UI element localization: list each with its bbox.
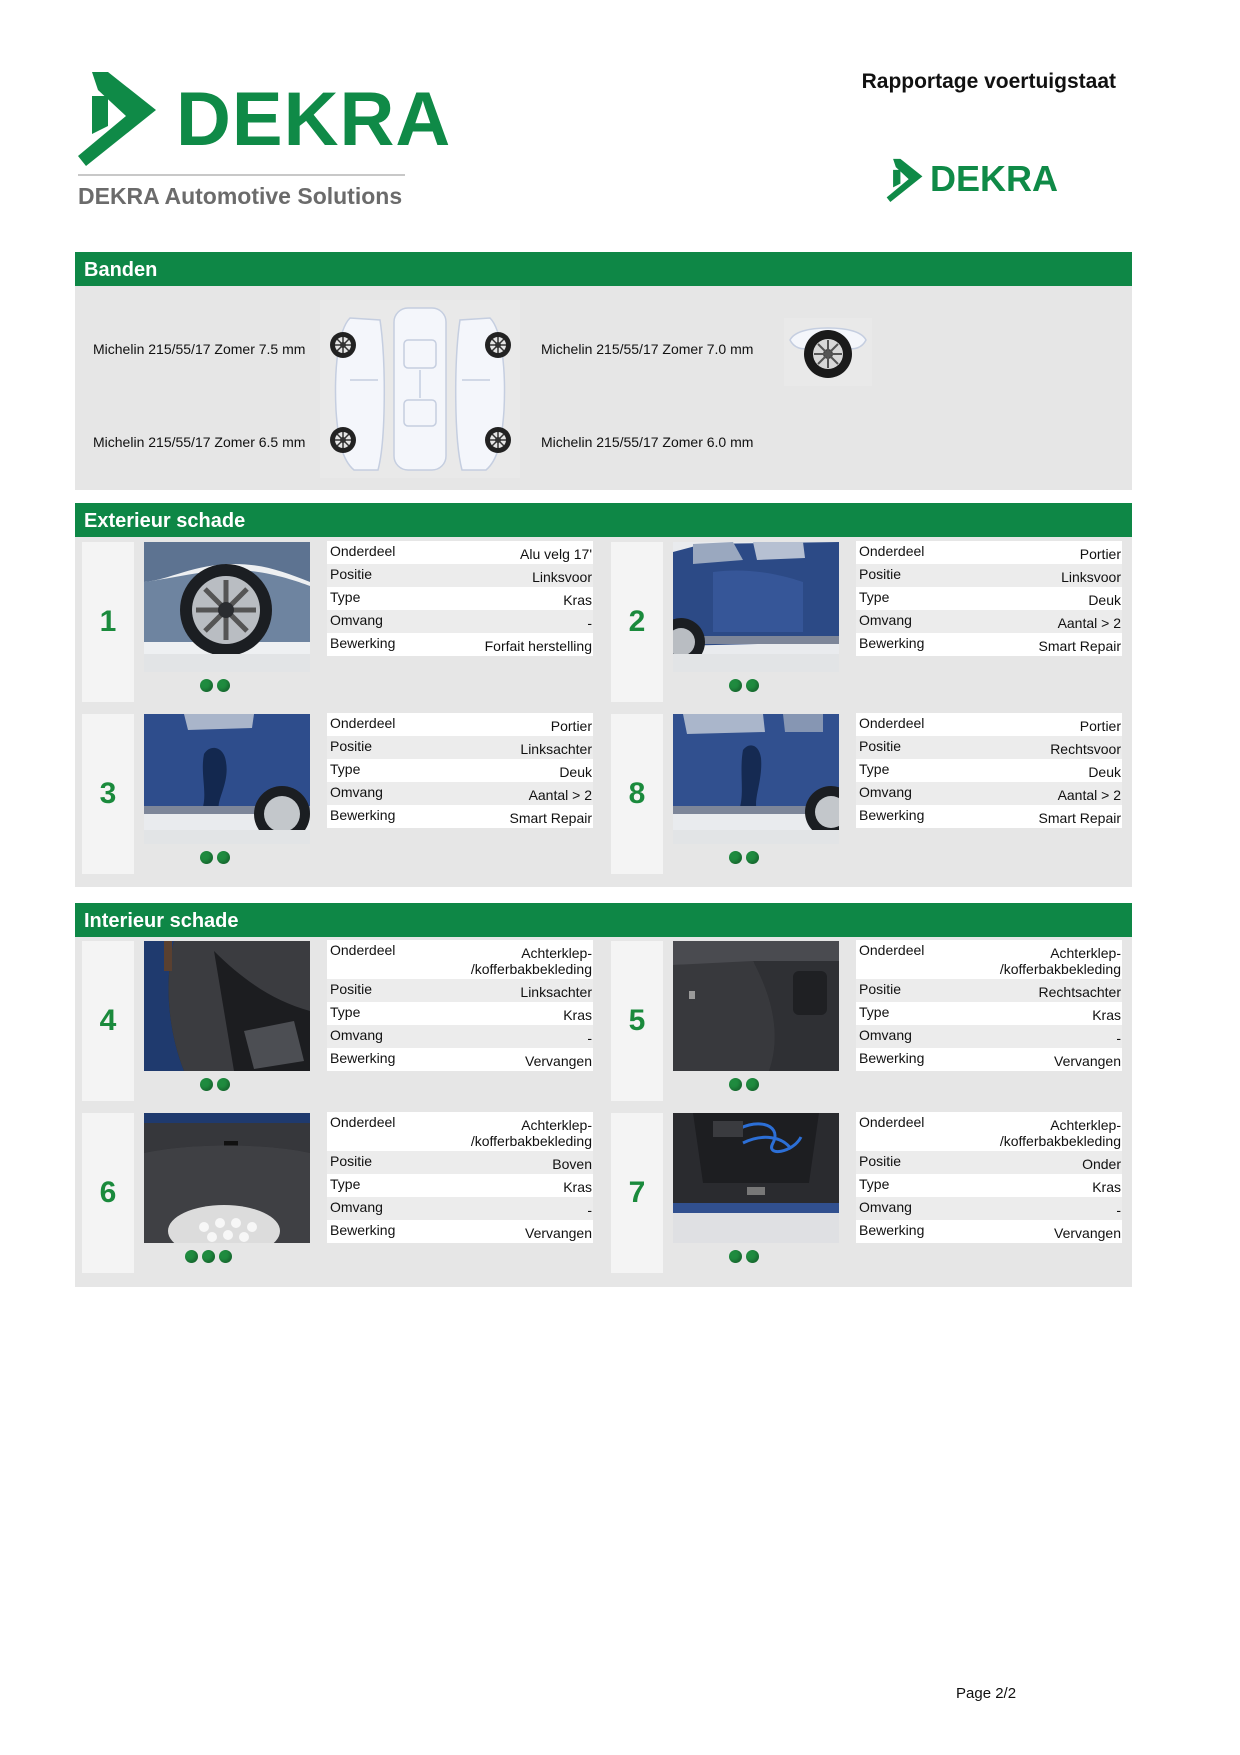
pager-dot[interactable] [200, 851, 213, 864]
row-type: Type Kras [856, 1174, 1122, 1197]
row-bewerking: Bewerking Vervangen [856, 1220, 1122, 1243]
dekra-arrow-icon [78, 70, 158, 166]
pager-dot[interactable] [219, 1250, 232, 1263]
logo-wordmark: DEKRA [176, 77, 452, 162]
spare-wheel-icon [784, 318, 872, 386]
damage-number: 8 [611, 714, 663, 874]
row-bewerking: Bewerking Vervangen [327, 1220, 593, 1243]
row-omvang: Omvang Aantal > 2 [856, 610, 1122, 633]
photo-pager[interactable] [200, 851, 230, 865]
row-omvang: Omvang - [327, 1025, 593, 1048]
row-bewerking: Bewerking Smart Repair [856, 633, 1122, 656]
section-title-exterieur: Exterieur schade [75, 503, 1132, 537]
dekra-small-logo [886, 158, 1059, 204]
wheel-rear-right-icon [484, 426, 512, 454]
wheel-front-left-icon [329, 331, 357, 359]
row-positie: Positie Boven [327, 1151, 593, 1174]
damage-number: 4 [82, 941, 134, 1101]
pager-dot[interactable] [185, 1250, 198, 1263]
row-positie: Positie Linksachter [327, 736, 593, 759]
banden-panel [75, 286, 1132, 490]
row-positie: Positie Linksachter [327, 979, 593, 1002]
damage-photo-trunk[interactable] [144, 941, 310, 1071]
page-number: Page 2/2 [956, 1685, 1017, 1702]
damage-number: 2 [611, 542, 663, 702]
damage-number: 5 [611, 941, 663, 1101]
row-onderdeel: Onderdeel Portier [327, 713, 593, 736]
row-bewerking: Bewerking Forfait herstelling [327, 633, 593, 656]
section-title-banden: Banden [75, 252, 1132, 286]
row-positie: Positie Rechtsachter [856, 979, 1122, 1002]
row-positie: Positie Linksvoor [856, 564, 1122, 587]
tyre-front-right-label: Michelin 215/55/17 Zomer 7.0 mm [541, 341, 754, 357]
photo-pager[interactable] [729, 679, 759, 693]
damage-photo-door[interactable] [673, 542, 839, 672]
damage-details-table [327, 1112, 593, 1243]
damage-number: 1 [82, 542, 134, 702]
damage-details-table [856, 541, 1122, 656]
damage-details-table [856, 940, 1122, 1071]
row-type: Type Kras [327, 1002, 593, 1025]
photo-pager[interactable] [200, 1078, 230, 1092]
damage-number: 7 [611, 1113, 663, 1273]
row-onderdeel: Onderdeel Alu velg 17' [327, 541, 593, 564]
pager-dot[interactable] [217, 1078, 230, 1091]
row-bewerking: Bewerking Smart Repair [856, 805, 1122, 828]
damage-details-table [856, 713, 1122, 828]
photo-pager[interactable] [200, 679, 230, 693]
row-onderdeel: Onderdeel Achterklep- /kofferbakbekleding [856, 1112, 1122, 1151]
pager-dot[interactable] [200, 1078, 213, 1091]
pager-dot[interactable] [746, 851, 759, 864]
pager-dot[interactable] [217, 851, 230, 864]
pager-dot[interactable] [746, 1078, 759, 1091]
row-type: Type Kras [327, 587, 593, 610]
row-bewerking: Bewerking Vervangen [327, 1048, 593, 1071]
damage-photo-door[interactable] [144, 714, 310, 844]
photo-pager[interactable] [729, 851, 759, 865]
damage-details-table [856, 1112, 1122, 1243]
row-positie: Positie Rechtsvoor [856, 736, 1122, 759]
photo-pager[interactable] [729, 1250, 759, 1264]
damage-number: 3 [82, 714, 134, 874]
wheel-front-right-icon [484, 331, 512, 359]
pager-dot[interactable] [729, 679, 742, 692]
row-omvang: Omvang - [327, 610, 593, 633]
photo-pager[interactable] [185, 1250, 232, 1264]
small-logo-wordmark: DEKRA [930, 158, 1059, 199]
row-onderdeel: Onderdeel Achterklep- /kofferbakbekleding [327, 940, 593, 979]
pager-dot[interactable] [217, 679, 230, 692]
row-positie: Positie Linksvoor [327, 564, 593, 587]
damage-number: 6 [82, 1113, 134, 1273]
row-type: Type Deuk [856, 587, 1122, 610]
pager-dot[interactable] [729, 1078, 742, 1091]
row-positie: Positie Onder [856, 1151, 1122, 1174]
pager-dot[interactable] [746, 1250, 759, 1263]
tyre-rear-right-label: Michelin 215/55/17 Zomer 6.0 mm [541, 434, 754, 450]
damage-photo-trunk-floor[interactable] [673, 1113, 839, 1243]
row-type: Type Kras [327, 1174, 593, 1197]
row-type: Type Deuk [856, 759, 1122, 782]
row-omvang: Omvang Aantal > 2 [327, 782, 593, 805]
row-bewerking: Bewerking Smart Repair [327, 805, 593, 828]
report-title: Rapportage voertuigstaat [861, 70, 1116, 93]
row-bewerking: Bewerking Vervangen [856, 1048, 1122, 1071]
row-omvang: Omvang - [327, 1197, 593, 1220]
logo-divider [78, 174, 405, 176]
damage-details-table [327, 541, 593, 656]
section-title-interieur: Interieur schade [75, 903, 1132, 937]
pager-dot[interactable] [729, 1250, 742, 1263]
logo-subtitle: DEKRA Automotive Solutions [78, 183, 403, 209]
pager-dot[interactable] [729, 851, 742, 864]
row-onderdeel: Onderdeel Achterklep- /kofferbakbekleding [327, 1112, 593, 1151]
row-type: Type Deuk [327, 759, 593, 782]
tyre-rear-left-label: Michelin 215/55/17 Zomer 6.5 mm [93, 434, 306, 450]
tyre-front-left-label: Michelin 215/55/17 Zomer 7.5 mm [93, 341, 306, 357]
row-type: Type Kras [856, 1002, 1122, 1025]
row-onderdeel: Onderdeel Achterklep- /kofferbakbekleding [856, 940, 1122, 979]
dekra-logo [78, 70, 452, 210]
wheel-rear-left-icon [329, 426, 357, 454]
pager-dot[interactable] [746, 679, 759, 692]
pager-dot[interactable] [200, 679, 213, 692]
photo-pager[interactable] [729, 1078, 759, 1092]
damage-photo-trunk[interactable] [673, 941, 839, 1071]
row-omvang: Omvang Aantal > 2 [856, 782, 1122, 805]
row-onderdeel: Onderdeel Portier [856, 541, 1122, 564]
row-omvang: Omvang - [856, 1025, 1122, 1048]
damage-photo-door[interactable] [673, 714, 839, 844]
damage-photo-wheel[interactable] [144, 542, 310, 672]
dekra-arrow-icon [886, 158, 924, 202]
damage-details-table [327, 713, 593, 828]
damage-details-table [327, 940, 593, 1071]
row-onderdeel: Onderdeel Portier [856, 713, 1122, 736]
row-omvang: Omvang - [856, 1197, 1122, 1220]
pager-dot[interactable] [202, 1250, 215, 1263]
damage-photo-tailgate[interactable] [144, 1113, 310, 1243]
